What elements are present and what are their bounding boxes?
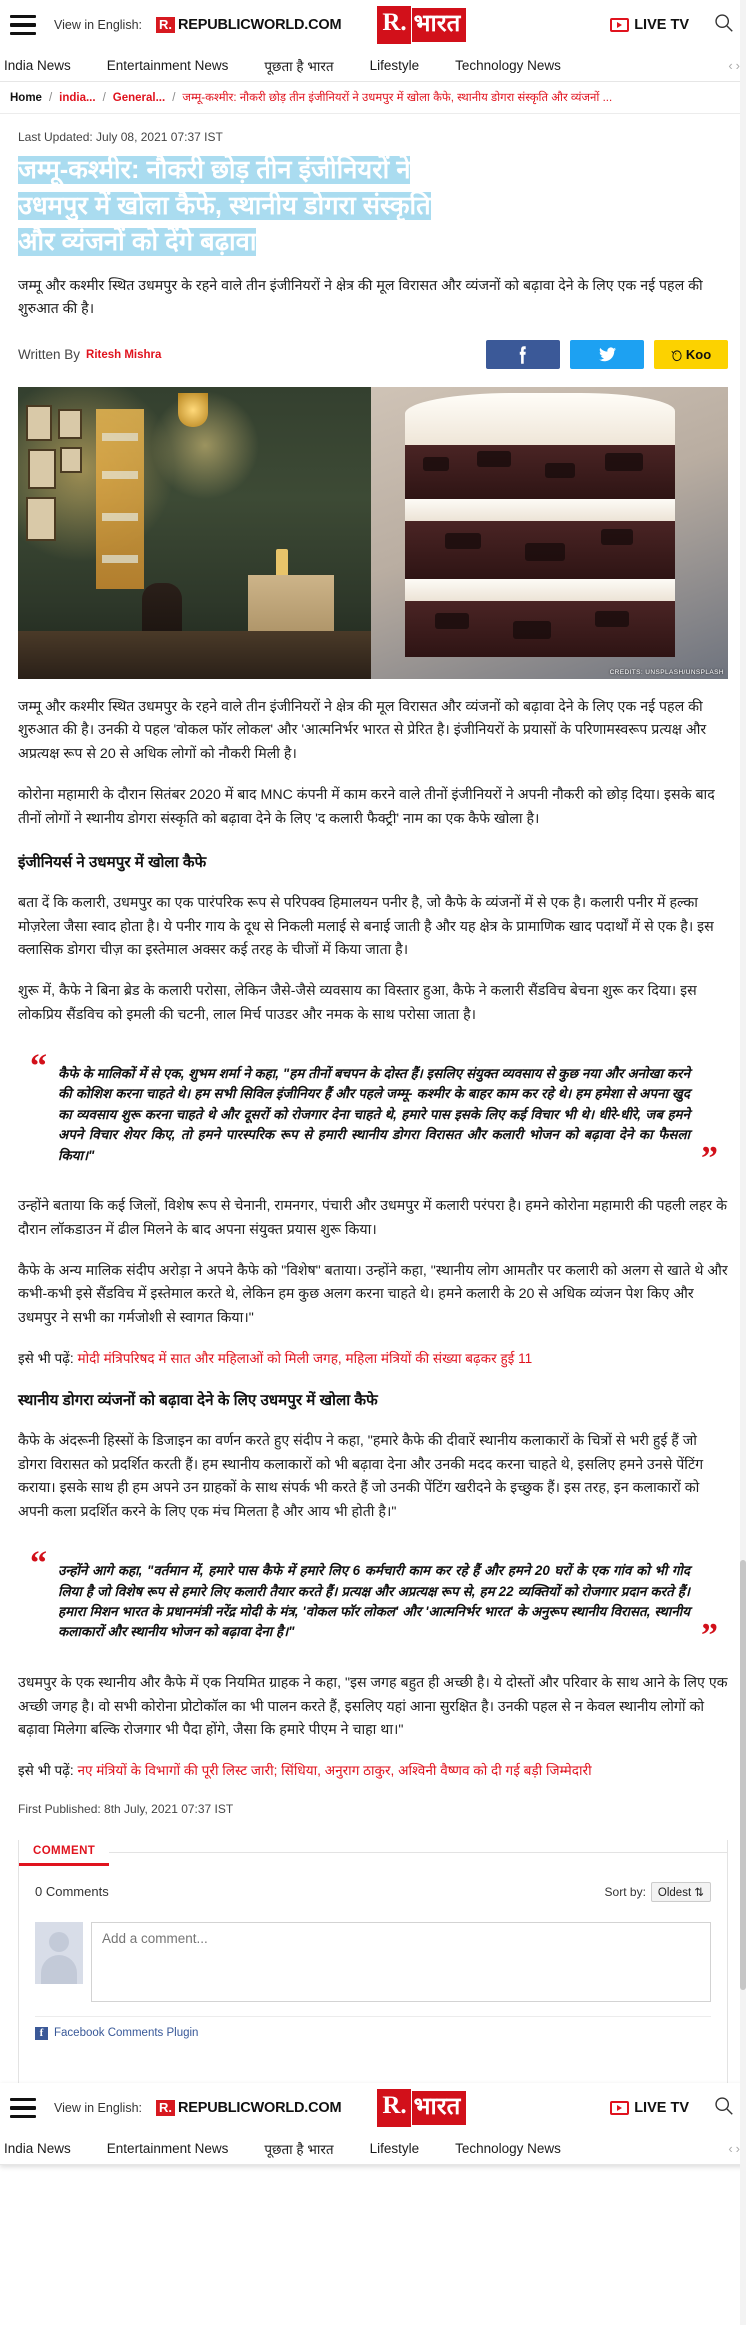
breadcrumb-home[interactable]: Home: [10, 91, 42, 104]
live-tv-button[interactable]: [610, 2100, 689, 2116]
read-more-1: [18, 1348, 728, 1370]
written-by-label: Written By: [18, 347, 81, 363]
nav-prev-arrow-icon[interactable]: ‹: [728, 58, 733, 73]
republicworld-wordmark: REPUBLICWORLD.COM: [178, 17, 342, 33]
comment-tab-row: [19, 1840, 727, 1866]
wall-frames-decor: [26, 405, 90, 555]
facebook-share-button[interactable]: [486, 340, 560, 369]
headline-line-2: उधमपुर में खोला कैफे, स्थानीय डोगरा संस्कृति: [18, 192, 431, 221]
read-more-link[interactable]: नए मंत्रियों के विभागों की पूरी लिस्ट जारी; सिंधिया, अनुराग ठाकुर, अश्विनी वैष्णव को दी गई बड़ी जिम्मेदारी: [77, 1763, 592, 1779]
facebook-plugin-label[interactable]: Facebook Comments Plugin: [54, 2027, 199, 2040]
pull-quote-1: [24, 1048, 722, 1178]
cake-layer: [405, 579, 675, 601]
cake-frosting-top: [405, 393, 675, 445]
read-more-label: इसे भी पढ़ें:: [18, 1763, 74, 1779]
pull-quote-text: उन्होंने आगे कहा, "वर्तमान में, हमारे पास कैफे में हमारे लिए 6 कर्मचारी काम कर रहे हैं और हमने 20 घरों के एक गांव को भी गोद लिया है जो विशेष रूप से हमारे लिए कलारी तैयार करते हैं। प्रत्यक्ष और अप्रत्यक्ष रूप से, हम 22 व्यक्तियों को रोजगार प्रदान करते हैं। हमारा मिशन भारत के प्रधानमंत्री नरेंद्र मोदी के मंत्र, 'वोकल फॉर लोकल' और 'आत्मनिर्भर भारत' के अनुरूप स्थानीय विरासत, स्थानीय कलाकारों और स्थानीय भोजन को बढ़ावा देना है।": [58, 1563, 690, 1640]
comments-footer: [35, 2016, 711, 2040]
sort-by-select[interactable]: Oldest ⇅: [651, 1882, 711, 1902]
article-subheading-2: स्थानीय डोगरा व्यंजनों को बढ़ावा देने के लिए उधमपुर में खोला कैफे: [18, 1391, 378, 1409]
comments-header: [35, 1878, 711, 1906]
nav-items: [0, 2140, 728, 2158]
quote-close-icon: ”: [701, 1616, 718, 1654]
search-icon[interactable]: [713, 12, 734, 38]
breadcrumb-separator: /: [172, 91, 176, 104]
live-tv-label: LIVE TV: [634, 17, 689, 33]
comments-sort-control: [605, 1882, 711, 1902]
search-icon[interactable]: [713, 2095, 734, 2121]
bharat-logo-text: भारत: [412, 6, 469, 44]
read-more-label: इसे भी पढ़ें:: [18, 1351, 74, 1367]
article-paragraph: शुरू में, कैफे ने बिना ब्रेड के कलारी परोसा, लेकिन जैसे-जैसे व्यवसाय का विस्तार हुआ, कैफे ने कलारी सैंडविच बेचना शुरू कर दिया। इस लोकप्रिय सैंडविच को इमली की चटनी, लाल मिर्च पाउडर और नमक के साथ परोसा जाता है।: [18, 983, 697, 1024]
article-standfirst: जम्मू और कश्मीर स्थित उधमपुर के रहने वाले तीन इंजीनियरों ने क्षेत्र की मूल विरासत और व्यंजनों को बढ़ावा देने के लिए एक नई पहल की शुरुआत की है।: [18, 277, 703, 317]
bharat-logo-r: R.: [377, 2089, 410, 2127]
live-tv-button[interactable]: [610, 17, 689, 33]
republic-bharat-logo[interactable]: [377, 6, 468, 44]
breadcrumb-separator: /: [102, 91, 106, 104]
page-title: [18, 152, 728, 261]
play-tv-icon: [610, 2101, 629, 2115]
nav-items: [0, 57, 728, 75]
cake-layer: [405, 499, 675, 521]
headline-line-1: जम्मू-कश्मीर: नौकरी छोड़ तीन इंजीनियरों ने: [18, 156, 411, 184]
quote-open-icon: “: [30, 1545, 47, 1583]
bharat-logo-r: R.: [377, 6, 410, 44]
breadcrumb-separator: /: [48, 91, 53, 104]
shelf-decor: [96, 409, 144, 589]
article-subheading-1: इंजीनियर्स ने उधमपुर में खोला कैफे: [18, 853, 207, 871]
article-paragraph: उधमपुर के एक स्थानीय और कैफे में एक नियमित ग्राहक ने कहा, "इस जगह बहुत ही अच्छी है। ये दोस्तों और परिवार के साथ आने के लिए एक अच्छी जगह है। वो सभी कोरोना प्रोटोकॉल का भी पालन करते हैं, इसलिए यहां आना सुरक्षित है। उनकी पहल से न केवल स्थानीय लोगों को बढ़ावा मिलेगा बल्कि रोजगार भी पैदा होंगे, जैसा कि हमारे पीएम ने चाहा था।": [18, 1674, 728, 1739]
republicworld-badge: R.: [156, 17, 175, 33]
sticky-site-header: [0, 2083, 746, 2165]
comment-composer: [35, 1922, 711, 2002]
view-in-english-label: View in English:: [54, 2101, 143, 2115]
page-scrollbar-track[interactable]: [740, 0, 746, 2325]
facebook-icon: f: [35, 2027, 48, 2040]
bharat-logo-text: भारत: [412, 2089, 469, 2127]
floor-decor: [18, 631, 371, 679]
read-more-2: [18, 1760, 728, 1782]
add-comment-input[interactable]: [91, 1922, 711, 2002]
view-in-english-label: View in English:: [54, 18, 143, 32]
nav-item-technology-news[interactable]: Technology News: [455, 2141, 561, 2156]
page-scrollbar-thumb[interactable]: [740, 1560, 746, 1990]
nav-item-poochta-hai-bharat[interactable]: पूछता है भारत: [264, 58, 334, 74]
nav-item-india-news[interactable]: India News: [4, 58, 71, 73]
nav-item-lifestyle[interactable]: Lifestyle: [369, 2141, 420, 2156]
nav-next-arrow-icon[interactable]: ›: [735, 58, 740, 73]
nav-item-india-news[interactable]: India News: [4, 2141, 71, 2156]
twitter-share-button[interactable]: [570, 340, 644, 369]
koo-label: Koo: [685, 347, 712, 363]
facebook-comments-widget: [19, 1866, 727, 2052]
article-hero-image: [18, 387, 728, 679]
pull-quote-text: कैफे के मालिकों में से एक, शुभम शर्मा ने कहा, "हम तीनों बचपन के दोस्त हैं। इसलिए संयुक्त व्यवसाय से कुछ नया और अनोखा करने की कोशिश करना चाहते थे। हम सभी सिविल इंजीनियर हैं और पहले जम्मू- कश्मीर के बाहर काम कर रहे थे। हम हमेशा से अपना खुद का व्यवसाय शुरू करना चाहते थे और दूसरों को रोजगार देना चाहते थे, हमारे पास इसके लिए कई विचार भी थे। धीरे-धीरे, जब हमने अपने विचार शेयर किए, तो हमने पारस्परिक रूप से हमारी स्थानीय डोगरा विरासत और कलारी भोजन को बढ़ावा देने का फैसला किया।": [58, 1066, 690, 1163]
comment-tab-rule: [109, 1852, 727, 1853]
republicworld-badge: R.: [156, 2100, 175, 2116]
quote-open-icon: “: [30, 1048, 47, 1085]
read-more-link[interactable]: मोदी मंत्रिपरिषद में सात और महिलाओं को मिली जगह, महिला मंत्रियों की संख्या बढ़कर हुई 11: [77, 1351, 533, 1367]
hero-image-cake-slice: [371, 387, 728, 679]
primary-navigation: [0, 50, 746, 82]
lamp-decor: [178, 393, 208, 427]
chocolate-cake-illustration: [405, 393, 675, 679]
live-tv-label: LIVE TV: [634, 2100, 689, 2116]
sticky-header-topbar: [0, 2083, 746, 2133]
sort-by-label: Sort by:: [604, 1884, 646, 1899]
republic-bharat-logo[interactable]: [377, 2089, 468, 2127]
byline-row: [18, 339, 728, 371]
user-avatar-icon: [35, 1922, 83, 1984]
article-paragraph: कैफे के अन्य मालिक संदीप अरोड़ा ने अपने कैफे को "विशेष" बताया। उन्होंने कहा, "स्थानीय लोग आमतौर पर कलारी को अलग से खाते थे और कभी-कभी इसे सैंडविच में इस्तेमाल करते थे, लेकिन हम कुछ अलग करना चाहते थे। हमने कलारी के 20 से अधिक व्यंजन पेश किए और उधमपुर ने सभी का गर्मजोशी से स्वागत किया।": [18, 1262, 728, 1327]
social-share-buttons: [486, 340, 728, 369]
republicworld-logo-link[interactable]: [156, 17, 341, 33]
breadcrumb-level-1[interactable]: india...: [59, 91, 96, 104]
republicworld-wordmark: REPUBLICWORLD.COM: [178, 2100, 342, 2116]
nav-item-poochta-hai-bharat[interactable]: पूछता है भारत: [264, 2141, 334, 2157]
article-paragraph: उन्होंने बताया कि कई जिलों, विशेष रूप से चेनानी, रामनगर, पंचारी और उधमपुर में कलारी परंपरा है। हमने कोरोना महामारी की पहली लहर के दौरान लॉकडाउन में ढील मिलने के बाद अपना संयुक्त प्रयास शुरू किया।: [18, 1197, 728, 1238]
nav-item-lifestyle[interactable]: Lifestyle: [369, 58, 420, 73]
pull-quote-2: [24, 1545, 722, 1655]
hero-image-cafe-interior: [18, 387, 371, 679]
sort-by-value: Oldest: [657, 1886, 692, 1899]
hamburger-menu-icon[interactable]: [10, 2098, 36, 2119]
hamburger-menu-icon[interactable]: [10, 15, 36, 36]
nav-prev-arrow-icon[interactable]: ‹: [728, 2141, 733, 2156]
author-name[interactable]: Ritesh Mishra: [86, 348, 162, 361]
tab-comment[interactable]: COMMENT: [19, 1840, 109, 1866]
republicworld-logo-link[interactable]: [156, 2100, 341, 2116]
image-credit: CREDITS: UNSPLASH/UNSPLASH: [609, 668, 724, 676]
koo-share-button[interactable]: [654, 340, 728, 369]
sticky-primary-navigation: [0, 2133, 746, 2165]
article-paragraph: कैफे के अंदरूनी हिस्सों के डिजाइन का वर्णन करते हुए संदीप ने कहा, "हमारे कैफे की दीवारें स्थानीय कलाकारों के चित्रों से भरी हुई हैं जो डोगरा विरासत को प्रदर्शित करती हैं। हम स्थानीय कलाकारों को भी बढ़ावा देना और उनकी मदद करना चाहते थे, इसलिए हमने उनसे पेंटिंग कराया। इसके साथ ही हम अपने उन ग्राहकों के साथ संपर्क भी करते हैं जो उनकी पेंटिंग खरीदने के इच्छुक हैं। इस तरह, इन कलाकारों को अपनी कला प्रदर्शित करने के लिए एक मंच मिलता है और आय भी होती है।": [18, 1432, 704, 1521]
article-body: [0, 130, 746, 1816]
nav-item-technology-news[interactable]: Technology News: [455, 58, 561, 73]
headline-line-3: और व्यंजनों को देंगे बढ़ावा: [18, 228, 257, 257]
article-paragraph: जम्मू और कश्मीर स्थित उधमपुर के रहने वाले तीन इंजीनियरों ने क्षेत्र की मूल विरासत और व्यंजनों को बढ़ावा देने के लिए एक नई पहल की शुरुआत की है। उनकी ये पहल 'वोकल फॉर लोकल' और 'आत्मनिर्भर भारत से प्रेरित है। इंजीनियरों के प्रयासों के परिणामस्वरूप प्रत्यक्ष और अप्रत्यक्ष रूप से 20 से अधिक लोगों को नौकरी मिली है।: [18, 698, 707, 763]
last-updated-timestamp: Last Updated: July 08, 2021 07:37 IST: [18, 130, 223, 144]
article-paragraph: बता दें कि कलारी, उधमपुर का एक पारंपरिक रूप से परिपक्व हिमालयन पनीर है, जो कैफे के व्यंजनों में से एक है। कलारी पनीर में हल्का मोज़रेला जैसा स्वाद होता है। ये पनीर गाय के दूध से निकली मलाई से बनाई जाती है और यह क्षेत्र के प्रामाणिक खाद पदार्थों में से एक है। इस क्लासिक डोगरा चीज़ का इस्तेमाल अक्सर कई तरह के चीजों में किया जाता है।: [18, 894, 714, 959]
first-published-timestamp: First Published: 8th July, 2021 07:37 IST: [18, 1801, 234, 1816]
breadcrumb: [0, 82, 746, 114]
breadcrumb-current-page: जम्मू-कश्मीर: नौकरी छोड़ तीन इंजीनियरों ने उधमपुर में खोला कैफे, स्थानीय डोगरा संस्कृति और व्यंजनों ...: [182, 92, 613, 104]
comments-count: 0 Comments: [35, 1884, 109, 1900]
nav-item-entertainment-news[interactable]: Entertainment News: [106, 2141, 229, 2156]
nav-next-arrow-icon[interactable]: ›: [735, 2141, 740, 2156]
nav-item-entertainment-news[interactable]: Entertainment News: [106, 58, 229, 73]
play-tv-icon: [610, 18, 629, 32]
quote-close-icon: ”: [701, 1139, 718, 1177]
breadcrumb-level-2[interactable]: General...: [112, 91, 166, 104]
site-header: [0, 0, 746, 50]
article-paragraph: कोरोना महामारी के दौरान सितंबर 2020 में बाद MNC कंपनी में काम करने वाले तीनों इंजीनियरों ने अपनी नौकरी को छोड़ दिया। इसके बाद तीनों लोगों ने स्थानीय डोगरा संस्कृति को बढ़ावा देने के लिए 'द कलारी फैक्ट्री' नाम का एक कैफे खोला है।: [18, 787, 715, 828]
